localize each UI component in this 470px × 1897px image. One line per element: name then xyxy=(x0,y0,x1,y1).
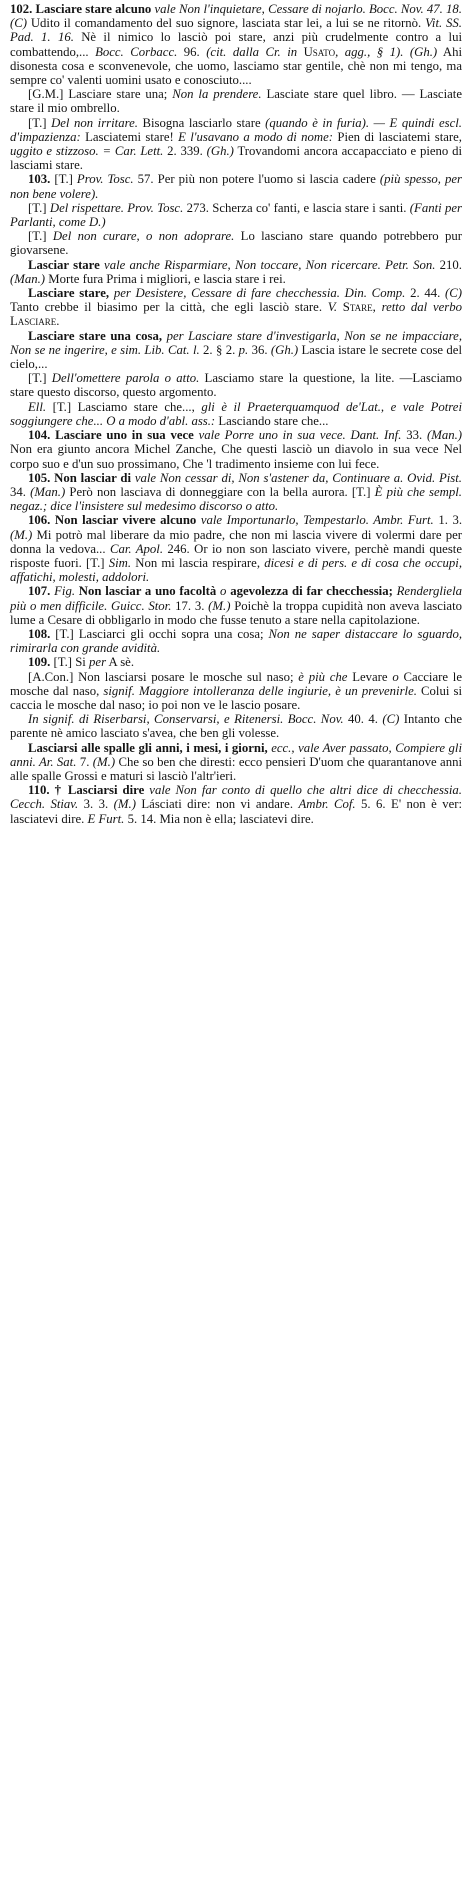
entry-text-run: 105. Non lasciar di xyxy=(28,470,135,485)
entry-text-run: vale Non far conto di quello che altri dice di checchessia. Cecch. Stiav. xyxy=(10,783,462,812)
dictionary-entry-e105 xyxy=(10,471,462,514)
entry-text-run: signif. Maggiore intolleranza delle ingiurie, è un prevenirle. xyxy=(103,683,417,698)
entry-text-run: Mi potrò mal liberare da mio padre, che non mi lascia vivere di volermi dare per donna la vedova... xyxy=(10,527,462,556)
dictionary-entry-e103c xyxy=(10,229,462,257)
dictionary-entry-e109d xyxy=(10,741,462,784)
entry-text-run: Lasciare stare alcuno xyxy=(32,2,155,16)
entry-text-run: Del non irritare. xyxy=(51,115,138,130)
entry-text-run: Lasciare stare una cosa, xyxy=(28,328,167,343)
entry-text-run: per Lasciare stare d'investigarla, Non se ne impacciare, Non se ne ingerire, e sim. Lib. Cat. l. xyxy=(10,328,463,357)
entry-text-run: Lasciando stare che... xyxy=(215,413,329,428)
entry-text-run: Lasciar stare xyxy=(28,257,105,272)
entry-text-run: Ell. xyxy=(28,399,47,414)
entry-text-run: Che so ben che diresti: ecco pensieri D'uom che quarantanove anni alle spalle Grossi e maturi si lasciò l'altr'ieri. xyxy=(10,754,463,783)
entry-text-run: Lasciatemi stare! xyxy=(80,129,179,144)
entry-text-run: [A.Con.] Non lasciarsi posare le mosche sul naso; xyxy=(28,669,299,684)
entry-text-run: (M.) xyxy=(208,598,231,613)
entry-text-run: 246. Or io non son lasciato vivere, perchè mandi queste risposte fuori. [T.] xyxy=(10,541,463,570)
entry-text-run: Lasciare stare, xyxy=(28,286,114,301)
entry-text-run: Non mi lascia respirare, xyxy=(131,555,265,570)
entry-text-run: 36. xyxy=(248,342,271,357)
entry-text-run: E Furt. xyxy=(87,811,125,826)
entry-text-run: 2. 339. xyxy=(163,144,207,159)
entry-text-run: Bisogna lasciarlo stare xyxy=(137,115,266,130)
entry-text-run: Usato xyxy=(303,44,336,59)
entry-text-run: (C) xyxy=(445,286,462,301)
entry-text-run: [T.] xyxy=(28,371,52,386)
dictionary-entry-e103f xyxy=(10,329,462,372)
entry-text-run: Non la prendere. xyxy=(172,87,262,102)
entry-text-run: o xyxy=(392,669,399,684)
entry-text-run: (M.) xyxy=(92,754,116,769)
entry-text-run: [T.] Si xyxy=(53,655,90,670)
entry-text-run: Lascia istare le secrete cose del cielo,... xyxy=(10,342,463,372)
entry-text-run: A sè. xyxy=(106,655,135,670)
entry-text-run: (Man.) xyxy=(10,271,46,286)
entry-text-run: 34. xyxy=(10,484,31,499)
entry-text-run: 57. Per più non potere l'uomo si lascia cadere xyxy=(133,172,380,187)
entry-text-run: 109. xyxy=(28,655,54,670)
dictionary-entry-e108 xyxy=(10,627,462,655)
entry-text-run: vale Importunarlo, Tempestarlo. Ambr. Furt. xyxy=(200,513,434,528)
dictionary-entry-e103g xyxy=(10,371,462,399)
dictionary-entry-e109 xyxy=(10,655,462,669)
entry-text-run: [T.] Lasciamo stare che..., xyxy=(46,399,202,414)
entry-text-run: [T.] xyxy=(28,115,52,130)
entry-text-run: Lasciate stare quel libro. — Lasciate stare il mio ombrello. xyxy=(10,87,462,116)
entry-text-run: 2. § 2. xyxy=(199,342,239,357)
dictionary-entry-e106 xyxy=(10,513,462,584)
entry-text-run: 102. xyxy=(10,2,33,16)
entry-text-run: 96. xyxy=(177,44,207,59)
entry-text-run: è più che xyxy=(298,669,348,684)
entry-text-run: 103. xyxy=(28,172,51,187)
entry-text-run: Lasciare xyxy=(10,314,57,329)
entry-text-run: [T.] Lasciarci gli occhi sopra una cosa; xyxy=(55,626,269,641)
entry-text-run: 3. 3. xyxy=(78,797,114,812)
entry-text-run: 2. 44. xyxy=(405,286,445,301)
dictionary-entry-e109c xyxy=(10,712,462,740)
entry-text-run: (cit. dalla Cr. in xyxy=(206,44,304,59)
entry-text-run: Ambr. Cof. xyxy=(298,797,356,812)
entry-text-run: (M.) xyxy=(10,527,33,542)
entry-text-run: (quando è in furia). — E quindi escl. d'impazienza: xyxy=(10,115,462,144)
dictionary-entry-e103b xyxy=(10,201,462,229)
entry-text-run: Del rispettare. Prov. Tosc. xyxy=(49,200,184,215)
entry-text-run: Levare xyxy=(347,669,393,684)
entry-text-run: Intanto che parente nè amico lasciato s'avea, che ben gli volesse. xyxy=(10,712,463,741)
entry-text-run: Bocc. Corbacc. xyxy=(95,44,178,59)
entry-text-run: Lasciamo stare la questione, la lite. —Lasciamo stare questo discorso, questo argomento. xyxy=(10,371,462,400)
entry-text-run: , retto dal verbo xyxy=(372,300,462,315)
dictionary-entry-e110 xyxy=(10,783,462,826)
entry-text-run: Stare xyxy=(342,300,373,315)
entry-text-run: Tanto crebbe il biasimo per la città, che egli lasciò stare. xyxy=(10,300,328,315)
entry-text-run: 107. xyxy=(28,584,55,599)
entry-text-run: Non ne saper distaccare lo sguardo, rimirarla con grande avidità. xyxy=(10,626,463,656)
entry-text-run: Ahi disonesta cosa e sconvenevole, che uomo, lasciamo star gentile, chè non mi tengo, ma sempre co' valenti uomini usato e conosciuto.... xyxy=(10,44,463,88)
entry-text-run: 5. 14. Mia non è ella; lasciatevi dire. xyxy=(124,811,314,826)
entry-text-run: Morte fura Prima i migliori, e lascia stare i rei. xyxy=(45,271,286,286)
entry-text-run: . xyxy=(56,314,60,329)
entry-text-run: Sim. xyxy=(108,555,132,570)
entry-text-run: (C) xyxy=(382,712,400,727)
entry-text-run: , agg., § 1). (Gh.) xyxy=(335,44,438,59)
entry-text-run: [G.M.] Lasciare stare una; xyxy=(28,87,173,102)
entry-text-run: 1. 3. xyxy=(433,513,462,528)
entry-text-run: In signif. di Riserbarsi, Conservarsi, e Ritenersi. Bocc. Nov. xyxy=(28,712,344,727)
entry-text-run: (Gh.) xyxy=(270,342,299,357)
entry-text-run: È più che sempl. negaz.; dice l'insistere sul medesimo discorso o atto. xyxy=(10,484,462,514)
entry-text-run: (Fanti per Parlanti, come D.) xyxy=(10,200,462,230)
entry-text-run: 110. † Lasciarsi dire xyxy=(28,783,150,798)
entry-text-run: 273. Scherza co' fanti, e lascia stare i santi. xyxy=(183,200,410,215)
entry-text-run: p. xyxy=(238,342,249,357)
entry-text-run: Udito il comandamento del suo signore, lasciata star lei, a lui se ne ritornò. xyxy=(27,16,426,31)
entry-text-run: 17. 3. xyxy=(171,598,209,613)
entry-text-run: Non era giunto ancora Michel Zanche, Che questi lasciò un diavolo in sua vece Nel corpo suo e d'un suo prossimano, Che 'l tradimento insieme con lui fece. xyxy=(10,442,462,471)
dictionary-entry-e103e xyxy=(10,286,462,329)
entry-text-run: Vit. SS. Pad. 1. 16. xyxy=(10,16,462,45)
entry-text-run: Lo lasciano stare quando potrebbero pur giovarsene. xyxy=(10,229,462,258)
entry-text-run: Dell'omettere parola o atto. xyxy=(51,371,200,386)
entry-text-run: V. xyxy=(327,300,343,315)
dictionary-entry-e107 xyxy=(10,584,462,627)
dictionary-entry-e102c xyxy=(10,116,462,173)
entry-text-run: gli è il Praeterquamquod de'Lat., e vale Potrei soggiungere che... O a modo d'abl. ass.: xyxy=(10,399,462,428)
entry-text-run: 5. 6. E' non è ver: lasciatevi dire. xyxy=(10,797,463,826)
entry-text-run: Però non lasciava di donneggiare con la bella aurora. [T.] xyxy=(65,484,375,499)
entry-text-run: Cacciare le mosche dal naso, xyxy=(10,669,462,698)
entry-text-run: [T.] xyxy=(50,172,77,187)
dictionary-entry-e102b xyxy=(10,87,462,115)
entry-text-run: Del non curare, o non adoprare. xyxy=(52,229,235,244)
entry-text-run: 33. xyxy=(401,428,427,443)
entry-text-run: (M.) xyxy=(113,797,136,812)
entry-text-run: (Man.) xyxy=(426,428,463,443)
entry-text-run: Colui si caccia le mosche dal naso; io poi non ve le lascio posare. xyxy=(10,683,462,712)
entry-text-run: 7. xyxy=(76,754,93,769)
entry-text-run: Lasciarsi alle spalle gli anni, i mesi, i giorni, xyxy=(28,740,272,755)
entry-text-run: Non lasciar a uno facoltà xyxy=(75,584,221,599)
entry-text-run: per xyxy=(89,655,107,670)
dictionary-entry-e104 xyxy=(10,428,462,471)
dictionary-entry-e102 xyxy=(10,2,462,87)
entry-text-run: vale Non cessar di, Non s'astener da, Continuare a. Ovid. Pist. xyxy=(134,470,462,485)
entry-text-run: Trovandomi ancora accapacciato e pieno di lasciami stare. xyxy=(10,144,462,173)
entry-text-run: 106. Non lasciar vivere alcuno xyxy=(28,513,201,528)
entry-text-run: o xyxy=(220,584,227,599)
entry-text-run: [T.] xyxy=(28,200,50,215)
entry-text-run: 210. xyxy=(435,257,462,272)
entry-text-run: Rendergliela più o men difficile. Guicc. Stor. xyxy=(10,584,463,613)
entry-text-run: vale anche Risparmiare, Non toccare, Non ricercare. Petr. Son. xyxy=(104,257,436,272)
entry-text-run: Poichè la troppa cupidità non aveva lasciato lume a Cesare di obbligarlo in modo che fusse tenuto a stare nella capitolazione. xyxy=(10,598,463,627)
entry-text-run: (Gh.) xyxy=(206,144,234,159)
entry-text-run: Pien di lasciatemi stare, xyxy=(332,129,462,144)
entry-text-run: E l'usavano a modo di nome: xyxy=(178,129,333,144)
entry-text-run: Fig. xyxy=(54,584,76,599)
dictionary-entry-e103h xyxy=(10,400,462,428)
entry-text-run: [T.] xyxy=(28,229,53,244)
entry-text-run: (più spesso, per non bene volere). xyxy=(10,172,463,201)
entry-text-run: Car. Apol. xyxy=(109,541,164,556)
entry-text-run: (Man.) xyxy=(30,484,66,499)
entry-text-run: agevolezza di far checchessia; xyxy=(226,584,397,599)
dictionary-entry-e109b xyxy=(10,670,462,713)
entry-text-run: dicesi e di pers. e di cosa che occupi, affatichi, molesti, addolori. xyxy=(10,555,463,585)
entry-text-run: per Desistere, Cessare di fare checchessia. Din. Comp. xyxy=(113,286,406,301)
dictionary-entry-e103d xyxy=(10,258,462,286)
entry-text-run: ecc., vale Aver passato, Compiere gli anni. Ar. Sat. xyxy=(10,740,462,769)
entry-text-run: Lásciati dire: non vi andare. xyxy=(135,797,299,812)
entry-text-run: Prov. Tosc. xyxy=(76,172,134,187)
entry-text-run: vale Porre uno in sua vece. Dant. Inf. xyxy=(198,428,402,443)
dictionary-entry-e103 xyxy=(10,172,462,200)
entry-text-run: vale Non l'inquietare, Cessare di nojarlo. Bocc. Nov. 47. 18. (C) xyxy=(10,2,462,31)
entry-text-run: uggito e stizzoso. = Car. Lett. xyxy=(10,144,164,159)
entry-text-run: 108. xyxy=(28,626,56,641)
entry-text-run: 40. 4. xyxy=(343,712,383,727)
entry-text-run: 104. Lasciare uno in sua vece xyxy=(28,428,199,443)
entry-text-run: Nè il nimico lo lasciò poi stare, anzi più crudelmente contro a lui combattendo,... xyxy=(10,30,462,59)
